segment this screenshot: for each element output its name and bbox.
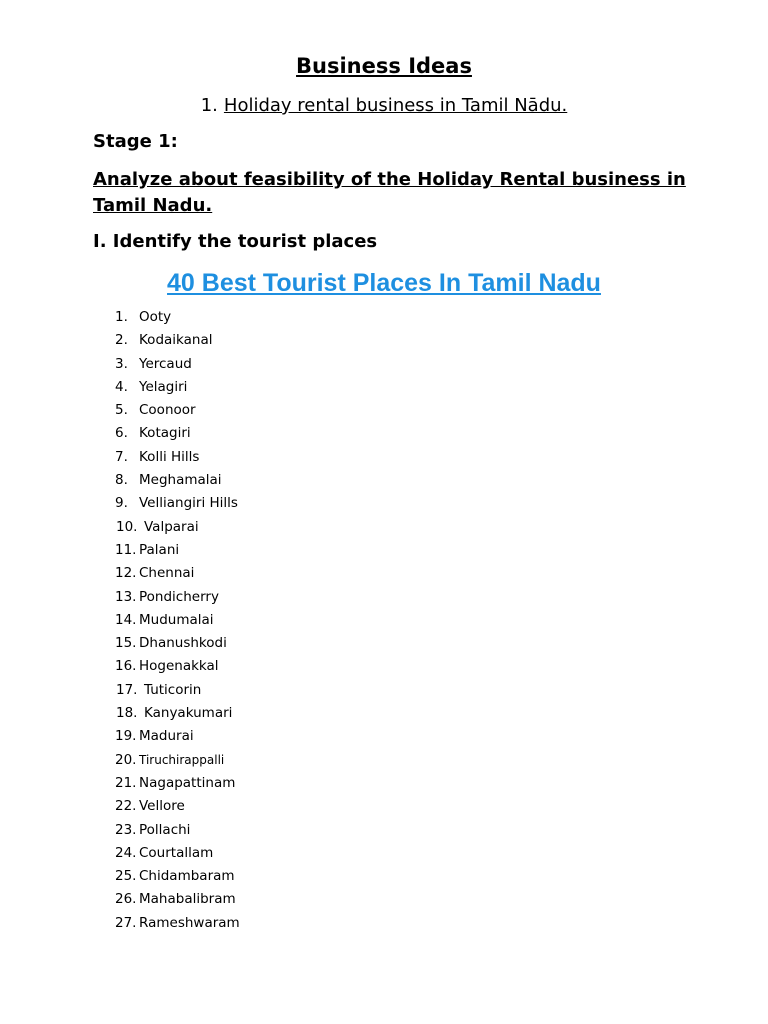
list-item-name: Nagapattinam	[139, 774, 236, 791]
list-item	[0, 865, 768, 888]
list-item-name: Kotagiri	[139, 425, 191, 442]
list-item-name: Pollachi	[139, 821, 191, 838]
list-item-number: 8.	[115, 472, 128, 489]
list-item	[0, 772, 768, 795]
list-item-number: 19.	[115, 728, 137, 745]
list-item	[0, 795, 768, 818]
list-item	[0, 306, 768, 329]
section-title: Holiday rental business in Tamil Nādu.	[223, 95, 568, 116]
list-item-number: 11.	[115, 541, 137, 558]
list-item-number: 5.	[115, 402, 128, 419]
list-item	[0, 679, 768, 702]
list-item	[0, 912, 768, 935]
list-item	[0, 399, 768, 422]
list-item-number: 14.	[115, 611, 137, 628]
list-item-name: Velliangiri Hills	[139, 495, 238, 512]
section-number: 1.	[200, 95, 218, 116]
list-item-number: 12.	[115, 565, 137, 582]
list-item-name: Madurai	[139, 728, 194, 745]
tourist-places-list	[0, 306, 768, 935]
list-item-name: Mudumalai	[139, 611, 214, 628]
list-item-number: 23.	[115, 821, 137, 838]
document-title: Business Ideas	[296, 54, 472, 78]
list-item-number: 20.	[115, 751, 137, 768]
list-item	[0, 702, 768, 725]
list-item	[0, 888, 768, 911]
list-item-number: 25.	[115, 868, 137, 885]
list-item	[0, 725, 768, 748]
list-item-number: 3.	[115, 355, 128, 372]
list-item-name: Courtallam	[139, 844, 214, 861]
list-item-name: Pondicherry	[139, 588, 219, 605]
list-item-number: 6.	[115, 425, 128, 442]
list-item-number: 7.	[115, 448, 128, 465]
list-item-name: Vellore	[139, 798, 185, 815]
list-item-number: 16.	[115, 658, 137, 675]
list-item-number: 17.	[116, 681, 138, 698]
list-item	[0, 492, 768, 515]
list-item	[0, 329, 768, 352]
list-item-number: 24.	[115, 844, 137, 861]
section-heading	[0, 94, 768, 118]
list-item	[0, 842, 768, 865]
list-item-name: Tuticorin	[144, 681, 202, 698]
list-item-name: Rameshwaram	[139, 914, 240, 931]
list-item-name: Yelagiri	[139, 378, 188, 395]
list-item-number: 13.	[115, 588, 137, 605]
list-item-name: Palani	[139, 541, 180, 558]
list-item-name: Coonoor	[139, 402, 196, 419]
list-item-name: Yercaud	[139, 355, 192, 372]
list-item-number: 1.	[115, 309, 128, 325]
list-item	[0, 516, 768, 539]
list-item-name: Kolli Hills	[139, 448, 200, 465]
list-item	[0, 353, 768, 376]
list-item-number: 15.	[115, 635, 137, 652]
tourist-places-heading[interactable]: 40 Best Tourist Places In Tamil Nadu	[167, 269, 601, 297]
list-item-name: Meghamalai	[139, 472, 222, 489]
list-item	[0, 539, 768, 562]
list-item	[0, 655, 768, 678]
list-item-name: Hogenakkal	[139, 658, 219, 675]
list-item-number: 9.	[115, 495, 128, 512]
list-item	[0, 446, 768, 469]
list-item	[0, 562, 768, 585]
list-item-name: Chidambaram	[139, 868, 235, 885]
identify-heading: I. Identify the tourist places	[93, 231, 378, 252]
list-item	[0, 609, 768, 632]
list-item-name: Dhanushkodi	[139, 635, 227, 652]
list-item	[0, 422, 768, 445]
list-item-number: 2.	[115, 332, 128, 349]
list-item-number: 18.	[116, 705, 138, 722]
list-item-name: Valparai	[144, 518, 199, 535]
list-item-name: Chennai	[139, 565, 195, 582]
list-item-number: 4.	[115, 378, 128, 395]
list-item-name: Kodaikanal	[139, 332, 213, 349]
list-item-name: Ooty	[139, 309, 172, 325]
list-item-number: 27.	[115, 914, 137, 931]
list-item-name: Tiruchirappalli	[139, 752, 225, 767]
list-item	[0, 469, 768, 492]
stage-heading: Stage 1:	[93, 131, 178, 152]
list-item	[0, 632, 768, 655]
list-item-number: 26.	[115, 891, 137, 908]
list-item-number: 10.	[116, 518, 138, 535]
list-item	[0, 749, 768, 772]
analyze-heading: Analyze about feasibility of the Holiday Rental business in Tamil Nadu.	[93, 169, 686, 216]
list-item	[0, 376, 768, 399]
list-item-number: 22.	[115, 798, 137, 815]
list-item-name: Mahabalibram	[139, 891, 236, 908]
list-item	[0, 586, 768, 609]
list-item-name: Kanyakumari	[144, 705, 233, 722]
list-item-number: 21.	[115, 774, 137, 791]
list-item	[0, 819, 768, 842]
